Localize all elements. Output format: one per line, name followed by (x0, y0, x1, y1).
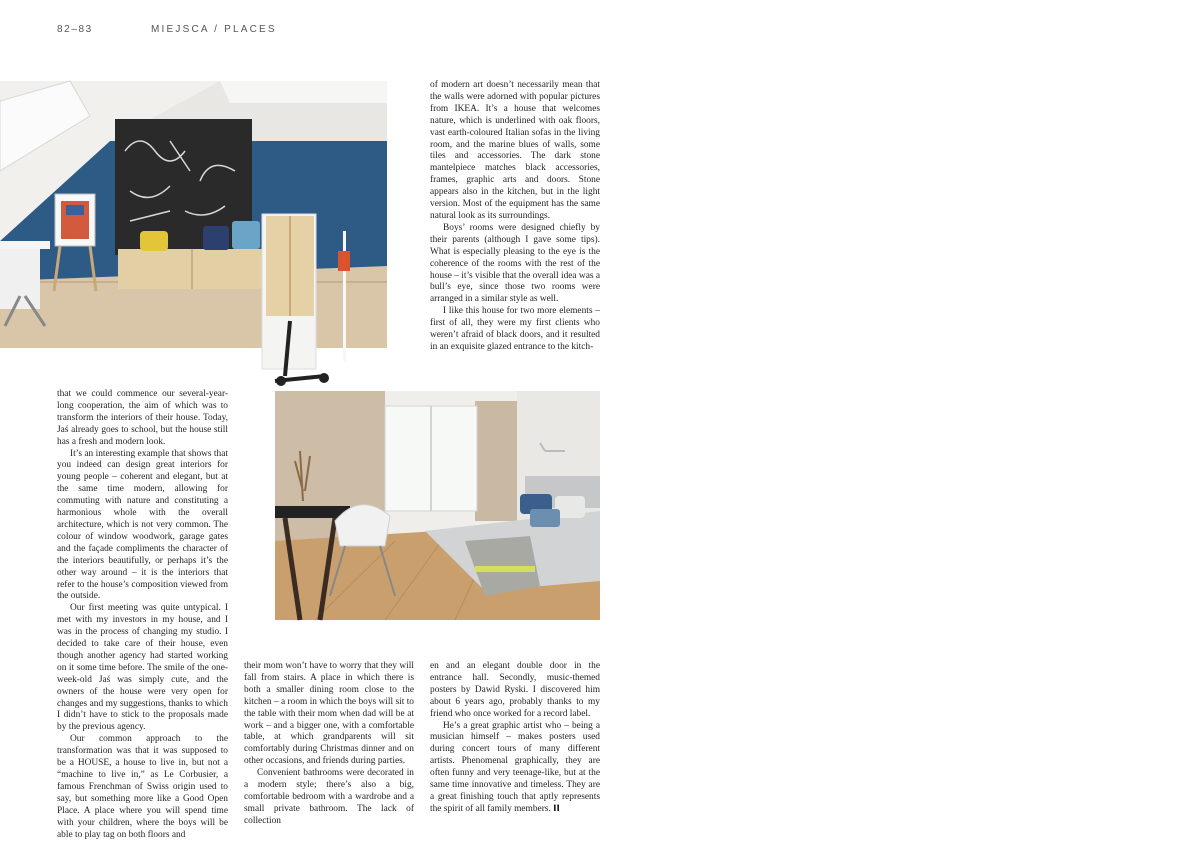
paragraph: Convenient bathrooms were decorated in a modern style; there’s also a big, comfortable bedroom with a wardrobe and a small private bathroom. The lack of collection (244, 768, 414, 826)
text-column-left (57, 389, 228, 840)
bedroom-illustration (275, 391, 600, 620)
paragraph: that we could commence our several-year-long cooperation, the aim of which was to transform the interiors of their house. Today, Jaś already goes to school, but the house still has a fresh and modern look. (57, 389, 228, 447)
text-column-top (430, 80, 600, 356)
paragraph-text: He’s a great graphic artist who – being a musician himself – makes posters used during concert tours of many different artists. Phenomenal graphically, they are often funny and very teenage-like, but at the same time innovative and timeless. They are a great finishing touch that aptly represents the spirit of all family members. (430, 720, 600, 814)
end-mark: II (553, 803, 560, 814)
bedroom-photo (275, 391, 600, 620)
kids-room-photo (0, 81, 387, 348)
text-column-right (430, 661, 600, 821)
paragraph: their mom won’t have to worry that they will fall from stairs. A place in which there is both a smaller dining room close to the kitchen – a room in which the boys will sit to the table with their mom when dad will be at work – and a bigger one, with a comfortable table, at which grandparents will sit comfortably during Christmas dinner and on other occasions, and friends during parties. (244, 661, 414, 767)
section-title: MIEJSCA / PLACES (151, 24, 277, 35)
kids-room-illustration (0, 81, 387, 348)
paragraph (430, 721, 600, 816)
paragraph: It’s an interesting example that shows that you indeed can design great interiors for young people – coherent and elegant, but at the same time modern, allowing for commuting with nature and constituting a harmonious whole with the overall architecture, which is not very common. The colour of window woodwork, garage gates and the façade compliments the character of the interiors beautifully, or perhaps it’s the other way around – it is the interiors that refer to the house’s composition viewed from the outside. (57, 448, 228, 602)
paragraph: of modern art doesn’t necessarily mean that the walls were adorned with popular pictures from IKEA. It’s a house that welcomes nature, which is underlined with oak floors, vast earth-coloured Italian sofas in the living room, and the marine blues of walls, some tiles and accessories. The dark stone mantelpiece matches black accessories, frames, graphic arts and doors. Stone appears also in the kitchen, but in the light version. Most of the equipment has the same natural look as its surroundings. (430, 80, 600, 221)
paragraph: Boys’ rooms were designed chiefly by their parents (although I gave some tips). What is especially pleasing to the eye is the coherence of the rooms with the rest of the house – it’s visible that the overall idea was a bull’s eye, since those two rooms were arranged in a similar style as well. (430, 222, 601, 305)
folio: 82–83 (57, 24, 93, 35)
paragraph: Our common approach to the transformation was that it was supposed to be a HOUSE, a house to live in, but not a “machine to live in,” as Le Corbusier, a famous Frenchman of Swiss origin used to say, but something more like a Good Open Place. A place where you will spend time with your children, where the boys will be able to play tag on both floors and (57, 734, 228, 840)
paragraph: en and an elegant double door in the entrance hall. Secondly, music-themed posters by Dawid Ryski. I discovered him about 6 years ago, probably thanks to my friend who once worked for a record label. (430, 661, 600, 719)
paragraph: I like this house for two more elements – first of all, they were my first clients who weren’t afraid of black doors, and it resulted in an exquisite glazed entrance to the kitch- (430, 306, 600, 352)
text-column-middle (244, 661, 414, 826)
paragraph: Our first meeting was quite untypical. I met with my investors in my house, and I was in the process of changing my studio. I decided to take care of their house, even though another agency had started working on it some time before. The smile of the one-week-old Jaś was simply cute, and the owners of the house were very open for changes and my suggestions, thanks to which I didn’t have to stick to the proposals made by the previous agency. (57, 603, 228, 733)
